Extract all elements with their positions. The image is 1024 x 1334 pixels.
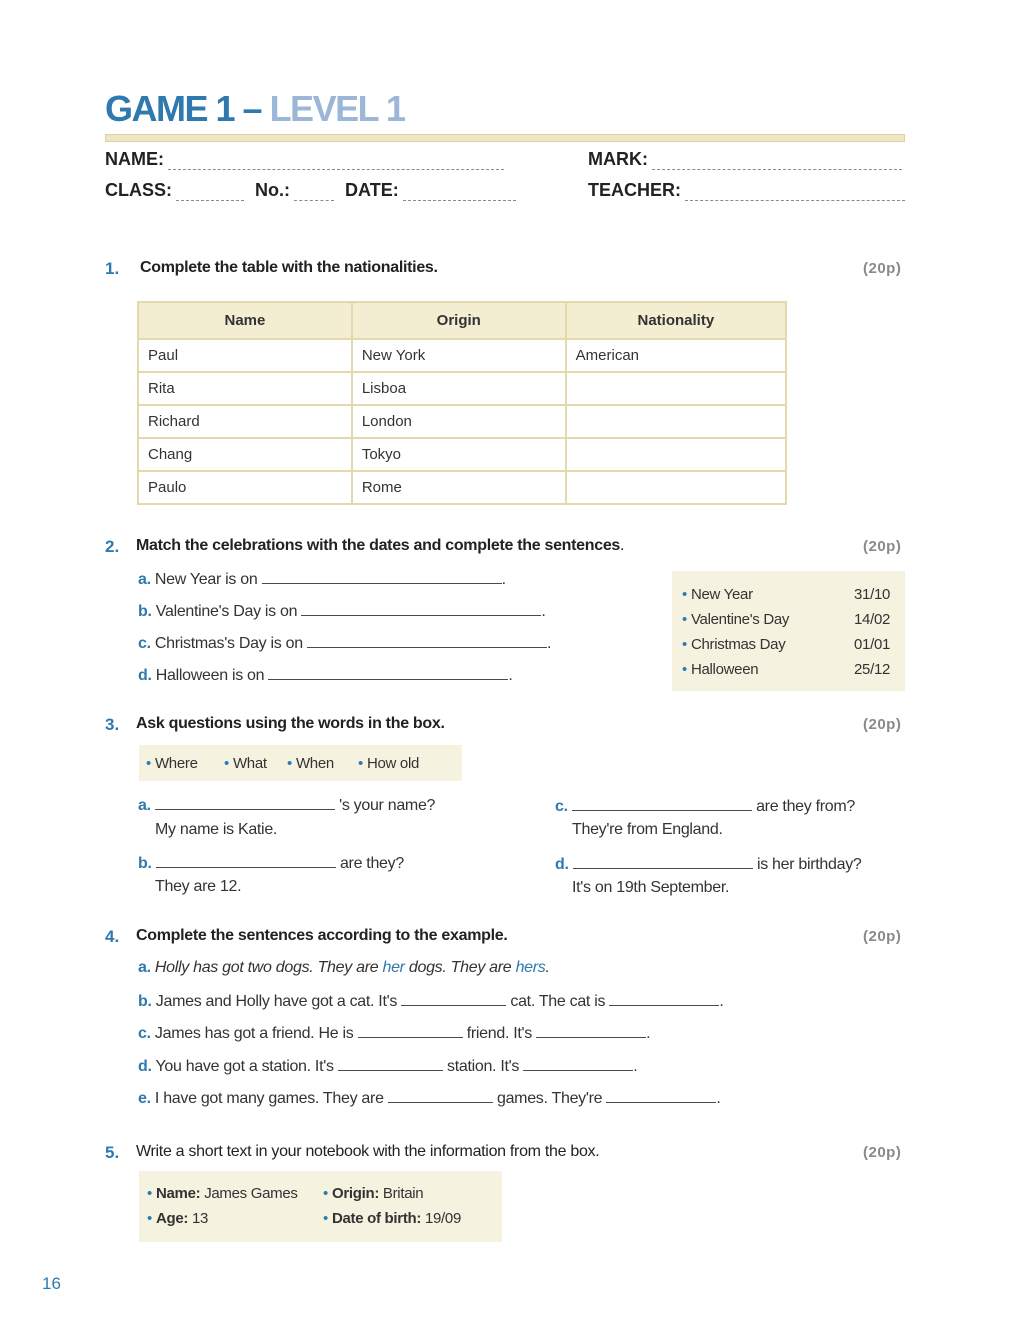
cell-name: Paulo	[138, 471, 352, 504]
answer-blank[interactable]	[573, 854, 753, 869]
word-item: • When	[287, 755, 334, 772]
box-item: • Halloween	[682, 661, 759, 678]
box-item: • Christmas Day	[682, 636, 786, 653]
q4-instruction: Complete the sentences according to the example.	[136, 927, 508, 944]
cell-name: Paul	[138, 339, 352, 372]
q2-item-d: d. Halloween is on .	[138, 667, 513, 684]
table-header-origin: Origin	[352, 302, 566, 339]
cell-origin: New York	[352, 339, 566, 372]
q1-instruction: Complete the table with the nationalities.	[140, 259, 438, 276]
cell-origin: London	[352, 405, 566, 438]
word-item: • How old	[358, 755, 420, 772]
table-row	[138, 405, 786, 438]
answer-blank[interactable]	[358, 1023, 463, 1038]
answer-blank[interactable]	[606, 1088, 716, 1103]
word-item: • Where	[146, 755, 198, 772]
answer-blank[interactable]	[307, 633, 547, 648]
q2-instruction	[136, 537, 624, 555]
q3-answer-a: My name is Katie.	[155, 821, 278, 838]
q3-answer-c: They're from England.	[572, 821, 723, 838]
q4-item-e: e. I have got many games. They are games. They're .	[138, 1090, 721, 1107]
cell-origin: Lisboa	[352, 372, 566, 405]
q4-item-c: c. James has got a friend. He is friend. It's .	[138, 1025, 651, 1042]
table-header-name: Name	[138, 302, 352, 339]
q2-item-b: b. Valentine's Day is on .	[138, 603, 546, 620]
box-date: 01/01	[854, 636, 891, 653]
box-date: 31/10	[854, 586, 891, 603]
q2-instruction-period: .	[620, 537, 625, 554]
answer-blank[interactable]	[156, 853, 336, 868]
table-header-nationality: Nationality	[566, 302, 786, 339]
answer-blank[interactable]	[523, 1056, 633, 1071]
box-item: • New Year	[682, 586, 753, 603]
class-field[interactable]	[105, 180, 516, 201]
q5-number: 5.	[105, 1143, 120, 1162]
nationality-table	[137, 301, 787, 505]
q3-item-c: c. are they from?	[555, 798, 856, 815]
teacher-field[interactable]	[588, 180, 905, 201]
q2-item-a: a. New Year is on .	[138, 571, 506, 588]
q2-number: 2.	[105, 537, 120, 556]
q2-points: (20p)	[863, 538, 902, 555]
cell-nationality: American	[566, 339, 786, 372]
q3-points: (20p)	[863, 716, 902, 733]
q2-instruction-text: Match the celebrations with the dates and complete the sentences	[136, 537, 621, 554]
mark-label: MARK:	[588, 149, 648, 169]
q3-answer-d: It's on 19th September.	[572, 879, 730, 896]
date-label: DATE:	[345, 180, 399, 200]
cell-name: Rita	[138, 372, 352, 405]
cell-nationality-answer[interactable]	[566, 372, 786, 405]
answer-blank[interactable]	[301, 601, 541, 616]
info-item-dob: • Date of birth: 19/09	[323, 1210, 462, 1227]
page-number: 16	[42, 1274, 61, 1293]
name-field[interactable]	[105, 149, 504, 170]
cell-nationality-answer[interactable]	[566, 438, 786, 471]
answer-blank[interactable]	[609, 991, 719, 1006]
answer-blank[interactable]	[572, 796, 752, 811]
word-item: • What	[224, 755, 267, 772]
cell-origin: Rome	[352, 471, 566, 504]
words-box	[139, 745, 462, 781]
answer-blank[interactable]	[338, 1056, 443, 1071]
name-label: NAME:	[105, 149, 164, 169]
cell-nationality-answer[interactable]	[566, 405, 786, 438]
title-underline	[105, 134, 905, 142]
q5-instruction: Write a short text in your notebook with the information from the box.	[136, 1143, 600, 1160]
table-row	[138, 438, 786, 471]
cell-name: Chang	[138, 438, 352, 471]
celebrations-box	[672, 571, 905, 691]
answer-blank[interactable]	[401, 991, 506, 1006]
mark-field[interactable]	[588, 149, 902, 170]
q2-item-c: c. Christmas's Day is on .	[138, 635, 552, 652]
title-level: LEVEL 1	[269, 88, 405, 129]
info-box	[139, 1171, 502, 1242]
answer-blank[interactable]	[262, 569, 502, 584]
answer-blank[interactable]	[155, 795, 335, 810]
info-item-name: • Name: James Games	[147, 1185, 298, 1202]
q3-item-d: d. is her birthday?	[555, 856, 862, 873]
answer-blank[interactable]	[536, 1023, 646, 1038]
q3-instruction: Ask questions using the words in the box.	[136, 715, 445, 732]
box-date: 14/02	[854, 611, 891, 628]
q4-example: a. Holly has got two dogs. They are her dogs. They are hers.	[138, 959, 550, 976]
cell-name: Richard	[138, 405, 352, 438]
q1-points: (20p)	[863, 260, 902, 277]
q3-answer-b: They are 12.	[155, 878, 242, 895]
page-title	[105, 88, 404, 130]
answer-blank[interactable]	[268, 665, 508, 680]
teacher-label: TEACHER:	[588, 180, 681, 200]
class-label: CLASS:	[105, 180, 172, 200]
answer-blank[interactable]	[388, 1088, 493, 1103]
q4-item-b: b. James and Holly have got a cat. It's cat. The cat is .	[138, 993, 724, 1010]
info-item-age: • Age: 13	[147, 1210, 209, 1227]
no-label: No.:	[255, 180, 291, 200]
q4-item-d: d. You have got a station. It's station. It's .	[138, 1058, 638, 1075]
box-item: • Valentine's Day	[682, 611, 790, 628]
info-item-origin: • Origin: Britain	[323, 1185, 424, 1202]
q4-points: (20p)	[863, 928, 902, 945]
q4-number: 4.	[105, 927, 120, 946]
q3-number: 3.	[105, 715, 120, 734]
q3-item-b: b. are they?	[138, 855, 404, 872]
q5-points: (20p)	[863, 1144, 902, 1161]
box-date: 25/12	[854, 661, 891, 678]
table-row	[138, 339, 786, 372]
cell-nationality-answer[interactable]	[566, 471, 786, 504]
title-game: GAME 1 –	[105, 88, 262, 129]
table-row	[138, 372, 786, 405]
cell-origin: Tokyo	[352, 438, 566, 471]
q1-number: 1.	[105, 259, 120, 278]
table-row	[138, 471, 786, 504]
q3-item-a: a. 's your name?	[138, 797, 436, 814]
